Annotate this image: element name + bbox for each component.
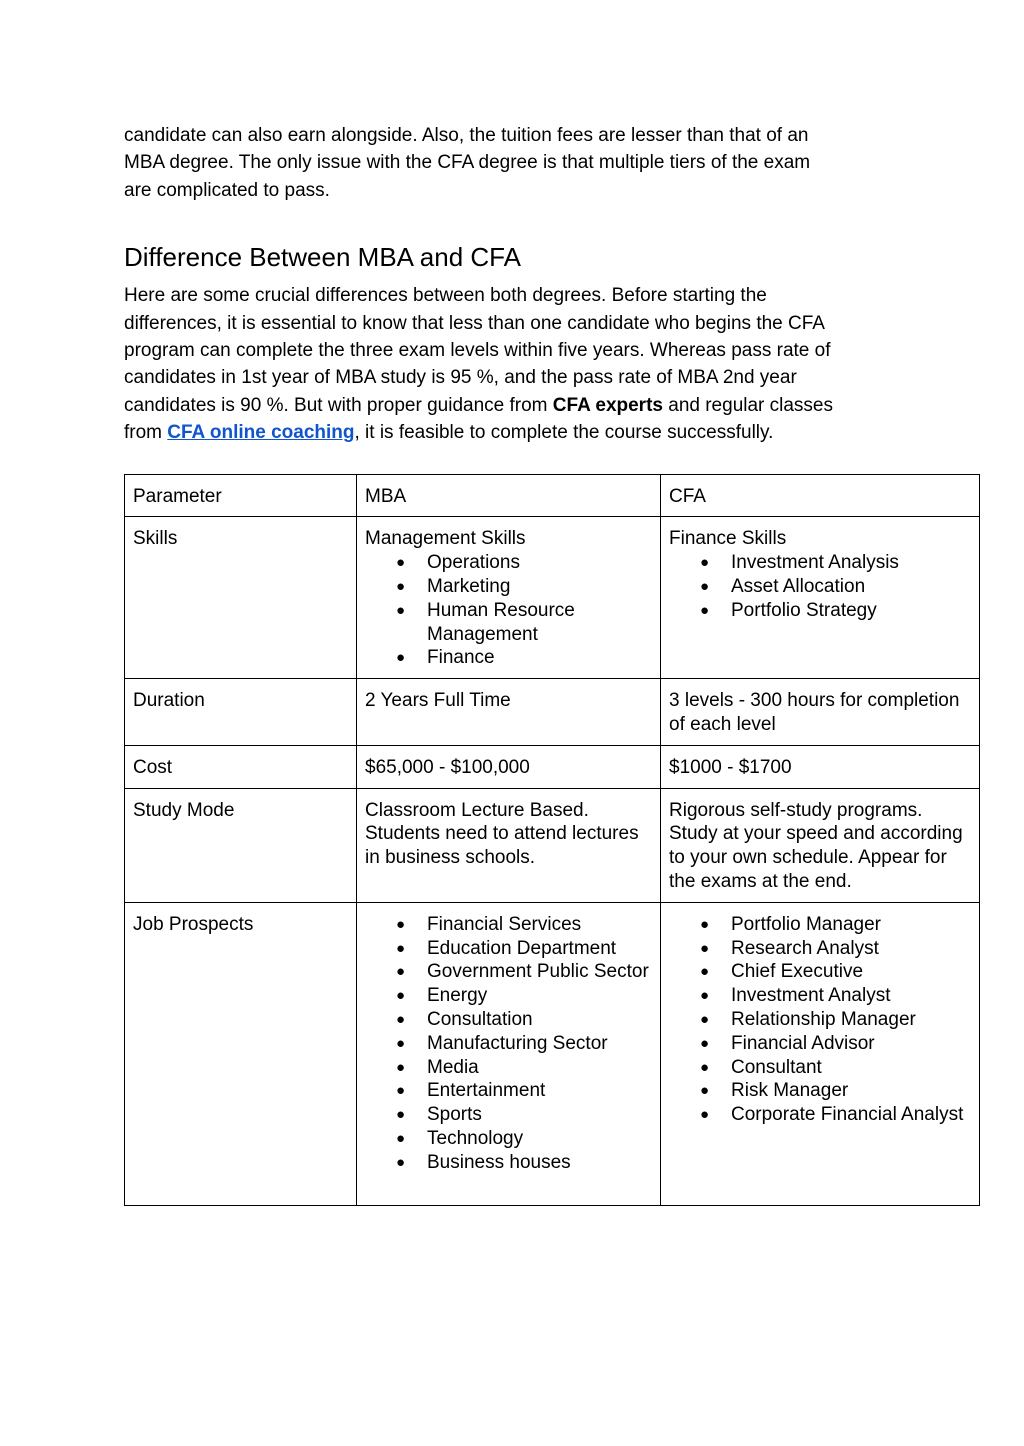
list-item: ● Financial Services <box>427 913 652 937</box>
list-item: ● Consultant <box>731 1056 971 1080</box>
list-item: ● Marketing <box>427 575 652 599</box>
list-item: ● Consultation <box>427 1008 652 1032</box>
list-item: ● Government Public Sector <box>427 960 652 984</box>
body-line: Here are some crucial differences between both degrees. Before starting the <box>124 285 767 307</box>
intro-line: candidate can also earn alongside. Also, the tuition fees are lesser than that of an <box>124 125 809 146</box>
body-line: program can complete the three exam levels within five years. Whereas pass rate of <box>124 340 831 362</box>
list-item: ● Technology <box>427 1127 652 1151</box>
cost-label: Cost <box>125 745 357 788</box>
list-item: ● Energy <box>427 984 652 1008</box>
list-item: ● Portfolio Strategy <box>731 599 971 623</box>
body-line: differences, it is essential to know that less than one candidate who begins the CFA <box>124 312 825 334</box>
duration-label: Duration <box>125 679 357 746</box>
list-item: ● Finance <box>427 646 652 670</box>
body-paragraph <box>124 282 979 446</box>
mba-skills-cell <box>357 517 661 679</box>
list-item: ● Media <box>427 1056 652 1080</box>
table-row-skills <box>125 517 980 679</box>
body-line: candidates in 1st year of MBA study is 95 %, and the pass rate of MBA 2nd year <box>124 367 797 389</box>
list-item: ● Entertainment <box>427 1079 652 1103</box>
cfa-jobs-cell <box>661 902 980 1205</box>
intro-paragraph <box>124 122 979 204</box>
list-item: ● Business houses <box>427 1151 652 1175</box>
table-row-duration <box>125 679 980 746</box>
job-prospects-label: Job Prospects <box>125 902 357 1205</box>
mba-jobs-cell <box>357 902 661 1205</box>
mba-skills-list <box>365 551 652 670</box>
list-item: ● Operations <box>427 551 652 575</box>
cfa-experts-bold: CFA experts <box>552 394 663 416</box>
table-header-row <box>125 474 980 517</box>
document-page <box>124 122 979 1206</box>
cfa-duration: 3 levels - 300 hours for completion of each level <box>661 679 980 746</box>
header-parameter: Parameter <box>125 474 357 517</box>
list-item: ● Asset Allocation <box>731 575 971 599</box>
list-item: ● Investment Analysis <box>731 551 971 575</box>
list-item: ● Education Department <box>427 937 652 961</box>
study-mode-label: Study Mode <box>125 788 357 902</box>
mba-study-mode: Classroom Lecture Based. Students need to attend lectures in business schools. <box>357 788 661 902</box>
cfa-cost: $1000 - $1700 <box>661 745 980 788</box>
list-item: ● Risk Manager <box>731 1079 971 1103</box>
body-line: , it is feasible to complete the course successfully. <box>354 422 774 444</box>
table-row-job-prospects <box>125 902 980 1205</box>
list-item: ● Portfolio Manager <box>731 913 971 937</box>
body-line: and regular classes <box>662 394 834 416</box>
list-item: ● Research Analyst <box>731 937 971 961</box>
header-cfa: CFA <box>661 474 980 517</box>
intro-line: are complicated to pass. <box>124 179 330 201</box>
list-item: ● Relationship Manager <box>731 1008 971 1032</box>
table-row-study-mode <box>125 788 980 902</box>
cfa-skills-list <box>669 551 971 622</box>
intro-line: MBA degree. The only issue with the CFA degree is that multiple tiers of the exam <box>124 152 811 174</box>
list-item: ● Manufacturing Sector <box>427 1032 652 1056</box>
list-item: ● Sports <box>427 1103 652 1127</box>
mba-duration: 2 Years Full Time <box>357 679 661 746</box>
cfa-skills-cell <box>661 517 980 679</box>
cfa-online-coaching-link[interactable]: CFA online coaching <box>167 422 355 444</box>
section-heading: Difference Between MBA and CFA <box>124 242 521 273</box>
cfa-jobs-list <box>669 913 971 1127</box>
mba-skills-title: Management Skills <box>365 528 526 550</box>
list-item: ● Human Resource Management <box>427 599 652 647</box>
list-item: ● Investment Analyst <box>731 984 971 1008</box>
cfa-skills-title: Finance Skills <box>669 528 787 550</box>
comparison-table <box>124 474 980 1206</box>
body-line: from <box>124 422 168 444</box>
mba-jobs-list <box>365 913 652 1175</box>
list-item: ● Chief Executive <box>731 960 971 984</box>
list-item: ● Corporate Financial Analyst <box>731 1103 971 1127</box>
header-mba: MBA <box>357 474 661 517</box>
body-line: candidates is 90 %. But with proper guidance from <box>124 394 553 416</box>
skills-label: Skills <box>125 517 357 679</box>
list-item: ● Financial Advisor <box>731 1032 971 1056</box>
table-row-cost <box>125 745 980 788</box>
cfa-study-mode: Rigorous self-study programs. Study at your speed and according to your own schedule. Appear for the exams at the end. <box>661 788 980 902</box>
mba-cost: $65,000 - $100,000 <box>357 745 661 788</box>
